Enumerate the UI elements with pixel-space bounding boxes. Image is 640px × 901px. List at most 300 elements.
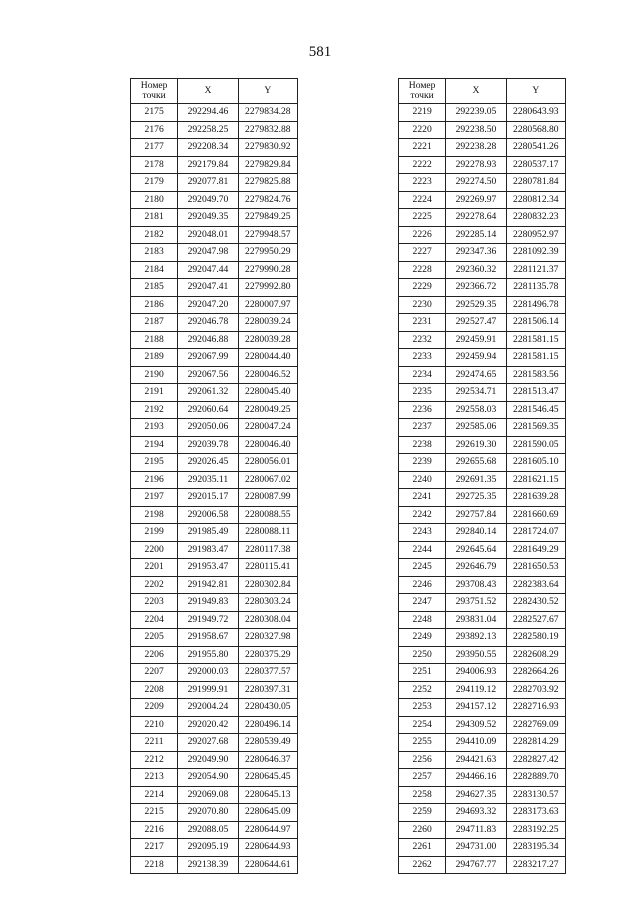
table-row — [399, 401, 566, 419]
x-coordinate-cell: 292646.79 — [446, 559, 506, 577]
point-number-cell: 2182 — [131, 226, 178, 244]
table-row — [131, 244, 298, 262]
point-number-cell: 2233 — [399, 349, 446, 367]
y-coordinate-cell: 2281583.56 — [506, 366, 565, 384]
point-number-cell: 2245 — [399, 559, 446, 577]
x-coordinate-cell: 291985.49 — [178, 524, 238, 542]
point-number-cell: 2198 — [131, 506, 178, 524]
point-number-cell: 2242 — [399, 506, 446, 524]
header-x: X — [446, 79, 506, 104]
x-coordinate-cell: 294627.35 — [446, 786, 506, 804]
point-number-cell: 2239 — [399, 454, 446, 472]
point-number-cell: 2177 — [131, 139, 178, 157]
table-row — [399, 296, 566, 314]
y-coordinate-cell: 2281621.15 — [506, 471, 565, 489]
x-coordinate-cell: 294006.93 — [446, 664, 506, 682]
table-row — [131, 506, 298, 524]
point-number-cell: 2241 — [399, 489, 446, 507]
y-coordinate-cell: 2282383.64 — [506, 576, 565, 594]
x-coordinate-cell: 291999.91 — [178, 681, 238, 699]
y-coordinate-cell: 2280812.34 — [506, 191, 565, 209]
x-coordinate-cell: 292067.99 — [178, 349, 238, 367]
coordinates-table-left — [130, 78, 298, 874]
y-coordinate-cell: 2280046.52 — [238, 366, 297, 384]
y-coordinate-cell: 2280088.11 — [238, 524, 297, 542]
y-coordinate-cell: 2281496.78 — [506, 296, 565, 314]
point-number-cell: 2204 — [131, 611, 178, 629]
point-number-cell: 2195 — [131, 454, 178, 472]
x-coordinate-cell: 294119.12 — [446, 681, 506, 699]
table-row — [131, 559, 298, 577]
table-row — [399, 331, 566, 349]
point-number-cell: 2197 — [131, 489, 178, 507]
x-coordinate-cell: 292725.35 — [446, 489, 506, 507]
y-coordinate-cell: 2280303.24 — [238, 594, 297, 612]
y-coordinate-cell: 2279948.57 — [238, 226, 297, 244]
y-coordinate-cell: 2281135.78 — [506, 279, 565, 297]
x-coordinate-cell: 291958.67 — [178, 629, 238, 647]
header-point-line1: Номер — [408, 80, 436, 91]
y-coordinate-cell: 2281513.47 — [506, 384, 565, 402]
table-row — [399, 541, 566, 559]
table-row — [131, 331, 298, 349]
x-coordinate-cell: 292027.68 — [178, 734, 238, 752]
table-row — [399, 856, 566, 874]
y-coordinate-cell: 2280645.09 — [238, 804, 297, 822]
x-coordinate-cell: 292069.08 — [178, 786, 238, 804]
point-number-cell: 2253 — [399, 699, 446, 717]
x-coordinate-cell: 292285.14 — [446, 226, 506, 244]
table-row — [399, 664, 566, 682]
table-row — [399, 191, 566, 209]
point-number-cell: 2205 — [131, 629, 178, 647]
table-row — [399, 121, 566, 139]
y-coordinate-cell: 2283130.57 — [506, 786, 565, 804]
header-point-number — [399, 79, 446, 104]
point-number-cell: 2243 — [399, 524, 446, 542]
y-coordinate-cell: 2280302.84 — [238, 576, 297, 594]
table-row — [131, 576, 298, 594]
table-row — [399, 594, 566, 612]
table-row — [399, 314, 566, 332]
y-coordinate-cell: 2280115.41 — [238, 559, 297, 577]
table-row — [399, 769, 566, 787]
point-number-cell: 2175 — [131, 104, 178, 122]
table-row — [131, 454, 298, 472]
table-body-right — [399, 104, 566, 874]
table-row — [399, 261, 566, 279]
x-coordinate-cell: 292534.71 — [446, 384, 506, 402]
point-number-cell: 2180 — [131, 191, 178, 209]
x-coordinate-cell: 292474.65 — [446, 366, 506, 384]
point-number-cell: 2250 — [399, 646, 446, 664]
y-coordinate-cell: 2280430.05 — [238, 699, 297, 717]
point-number-cell: 2219 — [399, 104, 446, 122]
y-coordinate-cell: 2281569.35 — [506, 419, 565, 437]
table-row — [399, 646, 566, 664]
table-row — [131, 629, 298, 647]
table-row — [131, 121, 298, 139]
header-y: Y — [506, 79, 565, 104]
y-coordinate-cell: 2281590.05 — [506, 436, 565, 454]
x-coordinate-cell: 292015.17 — [178, 489, 238, 507]
y-coordinate-cell: 2282769.09 — [506, 716, 565, 734]
point-number-cell: 2238 — [399, 436, 446, 454]
x-coordinate-cell: 292050.06 — [178, 419, 238, 437]
y-coordinate-cell: 2280644.97 — [238, 821, 297, 839]
x-coordinate-cell: 292840.14 — [446, 524, 506, 542]
table-row — [131, 139, 298, 157]
table-row — [399, 489, 566, 507]
table-row — [399, 104, 566, 122]
point-number-cell: 2193 — [131, 419, 178, 437]
y-coordinate-cell: 2280646.37 — [238, 751, 297, 769]
point-number-cell: 2262 — [399, 856, 446, 874]
point-number-cell: 2207 — [131, 664, 178, 682]
table-row — [399, 576, 566, 594]
x-coordinate-cell: 294711.83 — [446, 821, 506, 839]
point-number-cell: 2196 — [131, 471, 178, 489]
table-row — [399, 244, 566, 262]
table-row — [131, 611, 298, 629]
table-row — [131, 751, 298, 769]
table-header-row — [131, 79, 298, 104]
x-coordinate-cell: 292004.24 — [178, 699, 238, 717]
x-coordinate-cell: 291955.80 — [178, 646, 238, 664]
x-coordinate-cell: 294421.63 — [446, 751, 506, 769]
table-row — [399, 209, 566, 227]
y-coordinate-cell: 2280049.25 — [238, 401, 297, 419]
table-row — [131, 786, 298, 804]
table-row — [131, 489, 298, 507]
x-coordinate-cell: 294693.32 — [446, 804, 506, 822]
table-row — [399, 839, 566, 857]
coordinates-table-right — [398, 78, 566, 874]
x-coordinate-cell: 294767.77 — [446, 856, 506, 874]
y-coordinate-cell: 2281605.10 — [506, 454, 565, 472]
table-header-row — [399, 79, 566, 104]
x-coordinate-cell: 292645.64 — [446, 541, 506, 559]
point-number-cell: 2217 — [131, 839, 178, 857]
point-number-cell: 2240 — [399, 471, 446, 489]
table-row — [399, 524, 566, 542]
x-coordinate-cell: 292138.39 — [178, 856, 238, 874]
y-coordinate-cell: 2281092.39 — [506, 244, 565, 262]
y-coordinate-cell: 2282608.29 — [506, 646, 565, 664]
y-coordinate-cell: 2279990.28 — [238, 261, 297, 279]
table-row — [399, 279, 566, 297]
point-number-cell: 2220 — [399, 121, 446, 139]
point-number-cell: 2237 — [399, 419, 446, 437]
table-row — [399, 629, 566, 647]
x-coordinate-cell: 292049.35 — [178, 209, 238, 227]
y-coordinate-cell: 2281650.53 — [506, 559, 565, 577]
x-coordinate-cell: 294157.12 — [446, 699, 506, 717]
x-coordinate-cell: 294731.00 — [446, 839, 506, 857]
table-row — [399, 751, 566, 769]
x-coordinate-cell: 292529.35 — [446, 296, 506, 314]
point-number-cell: 2202 — [131, 576, 178, 594]
y-coordinate-cell: 2280045.40 — [238, 384, 297, 402]
x-coordinate-cell: 292757.84 — [446, 506, 506, 524]
y-coordinate-cell: 2281581.15 — [506, 331, 565, 349]
y-coordinate-cell: 2280568.80 — [506, 121, 565, 139]
point-number-cell: 2208 — [131, 681, 178, 699]
point-number-cell: 2254 — [399, 716, 446, 734]
x-coordinate-cell: 293831.04 — [446, 611, 506, 629]
table-row — [131, 226, 298, 244]
point-number-cell: 2231 — [399, 314, 446, 332]
table-row — [131, 524, 298, 542]
table-row — [131, 174, 298, 192]
y-coordinate-cell: 2281649.29 — [506, 541, 565, 559]
x-coordinate-cell: 292274.50 — [446, 174, 506, 192]
x-coordinate-cell: 292258.25 — [178, 121, 238, 139]
table-row — [131, 401, 298, 419]
y-coordinate-cell: 2279834.28 — [238, 104, 297, 122]
table-row — [131, 384, 298, 402]
header-point-line2: точки — [142, 90, 166, 101]
y-coordinate-cell: 2280781.84 — [506, 174, 565, 192]
x-coordinate-cell: 292077.81 — [178, 174, 238, 192]
y-coordinate-cell: 2279832.88 — [238, 121, 297, 139]
table-row — [399, 349, 566, 367]
header-point-number — [131, 79, 178, 104]
y-coordinate-cell: 2282664.26 — [506, 664, 565, 682]
x-coordinate-cell: 292046.78 — [178, 314, 238, 332]
point-number-cell: 2256 — [399, 751, 446, 769]
y-coordinate-cell: 2282827.42 — [506, 751, 565, 769]
x-coordinate-cell: 292006.58 — [178, 506, 238, 524]
x-coordinate-cell: 292238.50 — [446, 121, 506, 139]
point-number-cell: 2194 — [131, 436, 178, 454]
y-coordinate-cell: 2283195.34 — [506, 839, 565, 857]
x-coordinate-cell: 293751.52 — [446, 594, 506, 612]
y-coordinate-cell: 2279849.25 — [238, 209, 297, 227]
x-coordinate-cell: 292691.35 — [446, 471, 506, 489]
point-number-cell: 2210 — [131, 716, 178, 734]
x-coordinate-cell: 291949.72 — [178, 611, 238, 629]
point-number-cell: 2234 — [399, 366, 446, 384]
y-coordinate-cell: 2283217.27 — [506, 856, 565, 874]
point-number-cell: 2225 — [399, 209, 446, 227]
point-number-cell: 2184 — [131, 261, 178, 279]
y-coordinate-cell: 2282430.52 — [506, 594, 565, 612]
table-row — [131, 471, 298, 489]
y-coordinate-cell: 2281581.15 — [506, 349, 565, 367]
table-row — [399, 821, 566, 839]
x-coordinate-cell: 292366.72 — [446, 279, 506, 297]
point-number-cell: 2244 — [399, 541, 446, 559]
x-coordinate-cell: 292585.06 — [446, 419, 506, 437]
table-row — [131, 191, 298, 209]
page-number: 581 — [308, 44, 332, 60]
point-number-cell: 2212 — [131, 751, 178, 769]
x-coordinate-cell: 293892.13 — [446, 629, 506, 647]
y-coordinate-cell: 2280327.98 — [238, 629, 297, 647]
table-row — [131, 366, 298, 384]
point-number-cell: 2222 — [399, 156, 446, 174]
y-coordinate-cell: 2281506.14 — [506, 314, 565, 332]
y-coordinate-cell: 2282527.67 — [506, 611, 565, 629]
point-number-cell: 2191 — [131, 384, 178, 402]
y-coordinate-cell: 2281660.69 — [506, 506, 565, 524]
x-coordinate-cell: 292047.20 — [178, 296, 238, 314]
x-coordinate-cell: 292061.32 — [178, 384, 238, 402]
y-coordinate-cell: 2279992.80 — [238, 279, 297, 297]
table-row — [131, 104, 298, 122]
table-row — [399, 506, 566, 524]
x-coordinate-cell: 292347.36 — [446, 244, 506, 262]
y-coordinate-cell: 2282580.19 — [506, 629, 565, 647]
point-number-cell: 2213 — [131, 769, 178, 787]
table-row — [131, 156, 298, 174]
point-number-cell: 2229 — [399, 279, 446, 297]
y-coordinate-cell: 2280044.40 — [238, 349, 297, 367]
x-coordinate-cell: 292208.34 — [178, 139, 238, 157]
x-coordinate-cell: 292026.45 — [178, 454, 238, 472]
point-number-cell: 2179 — [131, 174, 178, 192]
x-coordinate-cell: 292558.03 — [446, 401, 506, 419]
table-row — [399, 419, 566, 437]
point-number-cell: 2214 — [131, 786, 178, 804]
table-row — [131, 646, 298, 664]
x-coordinate-cell: 292238.28 — [446, 139, 506, 157]
x-coordinate-cell: 292046.88 — [178, 331, 238, 349]
y-coordinate-cell: 2283173.63 — [506, 804, 565, 822]
point-number-cell: 2230 — [399, 296, 446, 314]
x-coordinate-cell: 292049.70 — [178, 191, 238, 209]
y-coordinate-cell: 2279824.76 — [238, 191, 297, 209]
y-coordinate-cell: 2280397.31 — [238, 681, 297, 699]
table-row — [131, 821, 298, 839]
x-coordinate-cell: 292527.47 — [446, 314, 506, 332]
table-row — [131, 716, 298, 734]
point-number-cell: 2260 — [399, 821, 446, 839]
table-row — [131, 349, 298, 367]
point-number-cell: 2203 — [131, 594, 178, 612]
x-coordinate-cell: 292239.05 — [446, 104, 506, 122]
x-coordinate-cell: 292047.98 — [178, 244, 238, 262]
table-row — [131, 419, 298, 437]
point-number-cell: 2248 — [399, 611, 446, 629]
table-row — [399, 559, 566, 577]
x-coordinate-cell: 292035.11 — [178, 471, 238, 489]
point-number-cell: 2192 — [131, 401, 178, 419]
header-x: X — [178, 79, 238, 104]
point-number-cell: 2236 — [399, 401, 446, 419]
y-coordinate-cell: 2283192.25 — [506, 821, 565, 839]
table-row — [131, 734, 298, 752]
y-coordinate-cell: 2279950.29 — [238, 244, 297, 262]
y-coordinate-cell: 2281121.37 — [506, 261, 565, 279]
y-coordinate-cell: 2282814.29 — [506, 734, 565, 752]
y-coordinate-cell: 2281724.07 — [506, 524, 565, 542]
table-row — [131, 839, 298, 857]
y-coordinate-cell: 2282889.70 — [506, 769, 565, 787]
x-coordinate-cell: 292459.94 — [446, 349, 506, 367]
table-body-left — [131, 104, 298, 874]
table-row — [399, 226, 566, 244]
x-coordinate-cell: 291949.83 — [178, 594, 238, 612]
y-coordinate-cell: 2280496.14 — [238, 716, 297, 734]
y-coordinate-cell: 2280308.04 — [238, 611, 297, 629]
x-coordinate-cell: 293950.55 — [446, 646, 506, 664]
x-coordinate-cell: 292278.93 — [446, 156, 506, 174]
header-point-line1: Номер — [140, 80, 168, 91]
point-number-cell: 2235 — [399, 384, 446, 402]
x-coordinate-cell: 292048.01 — [178, 226, 238, 244]
point-number-cell: 2199 — [131, 524, 178, 542]
point-number-cell: 2227 — [399, 244, 446, 262]
point-number-cell: 2190 — [131, 366, 178, 384]
y-coordinate-cell: 2280067.02 — [238, 471, 297, 489]
point-number-cell: 2232 — [399, 331, 446, 349]
table-row — [131, 769, 298, 787]
y-coordinate-cell: 2280832.23 — [506, 209, 565, 227]
x-coordinate-cell: 292655.68 — [446, 454, 506, 472]
x-coordinate-cell: 292269.97 — [446, 191, 506, 209]
point-number-cell: 2206 — [131, 646, 178, 664]
x-coordinate-cell: 292278.64 — [446, 209, 506, 227]
y-coordinate-cell: 2280088.55 — [238, 506, 297, 524]
point-number-cell: 2189 — [131, 349, 178, 367]
point-number-cell: 2251 — [399, 664, 446, 682]
y-coordinate-cell: 2280039.24 — [238, 314, 297, 332]
x-coordinate-cell: 292619.30 — [446, 436, 506, 454]
table-row — [399, 804, 566, 822]
point-number-cell: 2211 — [131, 734, 178, 752]
point-number-cell: 2257 — [399, 769, 446, 787]
point-number-cell: 2258 — [399, 786, 446, 804]
point-number-cell: 2183 — [131, 244, 178, 262]
x-coordinate-cell: 292067.56 — [178, 366, 238, 384]
x-coordinate-cell: 292179.84 — [178, 156, 238, 174]
point-number-cell: 2228 — [399, 261, 446, 279]
y-coordinate-cell: 2279825.88 — [238, 174, 297, 192]
table-row — [131, 279, 298, 297]
point-number-cell: 2247 — [399, 594, 446, 612]
table-row — [399, 471, 566, 489]
point-number-cell: 2187 — [131, 314, 178, 332]
table-row — [131, 699, 298, 717]
point-number-cell: 2252 — [399, 681, 446, 699]
table-row — [399, 699, 566, 717]
x-coordinate-cell: 292294.46 — [178, 104, 238, 122]
table-row — [399, 139, 566, 157]
y-coordinate-cell: 2280645.45 — [238, 769, 297, 787]
y-coordinate-cell: 2281546.45 — [506, 401, 565, 419]
x-coordinate-cell: 292054.90 — [178, 769, 238, 787]
point-number-cell: 2176 — [131, 121, 178, 139]
y-coordinate-cell: 2280046.40 — [238, 436, 297, 454]
table-row — [399, 174, 566, 192]
y-coordinate-cell: 2280541.26 — [506, 139, 565, 157]
point-number-cell: 2181 — [131, 209, 178, 227]
x-coordinate-cell: 292039.78 — [178, 436, 238, 454]
point-number-cell: 2178 — [131, 156, 178, 174]
table-row — [131, 664, 298, 682]
y-coordinate-cell: 2282716.93 — [506, 699, 565, 717]
table-row — [399, 716, 566, 734]
point-number-cell: 2209 — [131, 699, 178, 717]
y-coordinate-cell: 2280644.61 — [238, 856, 297, 874]
y-coordinate-cell: 2280645.13 — [238, 786, 297, 804]
table-row — [399, 611, 566, 629]
y-coordinate-cell: 2280056.01 — [238, 454, 297, 472]
x-coordinate-cell: 292047.44 — [178, 261, 238, 279]
y-coordinate-cell: 2280039.28 — [238, 331, 297, 349]
